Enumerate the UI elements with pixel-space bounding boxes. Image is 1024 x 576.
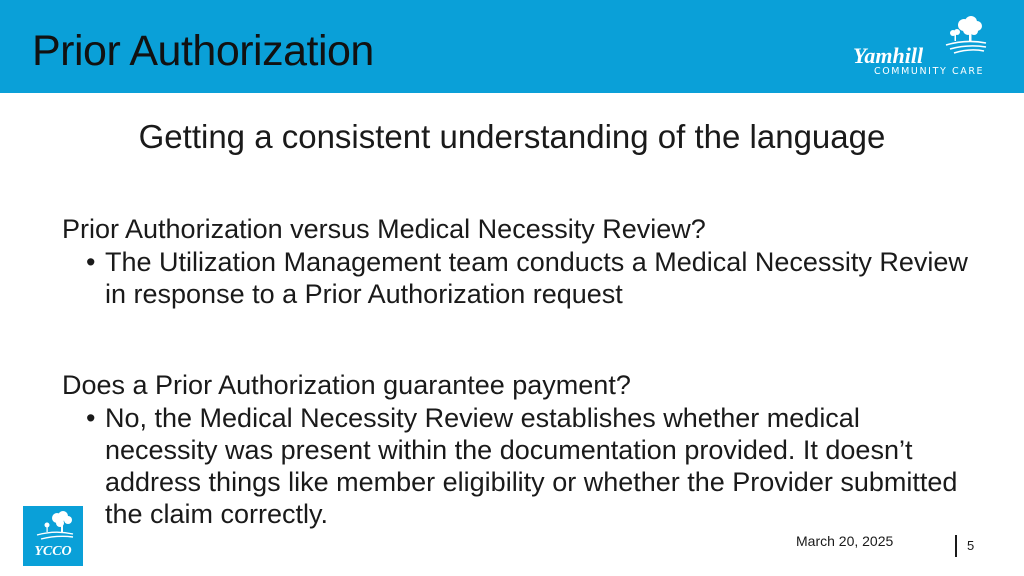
ycco-badge [23,506,83,566]
badge-label: YCCO [34,544,72,559]
logo-name: Yamhill [853,43,924,68]
logo-subtitle: COMMUNITY CARE [874,66,985,77]
section-2 [62,368,972,530]
bullet-2 [62,402,972,530]
slide-subtitle: Getting a consistent understanding of the language [138,118,886,155]
bullet-dot: • [86,247,96,277]
yamhill-logo [850,14,990,84]
bullet-1 [62,246,972,310]
header-bar [0,0,1024,93]
bullet-dot: • [86,403,96,433]
section-1 [62,212,972,310]
bullet-1-text: The Utilization Management team conducts a Medical Necessity Review in response to a Prior Authorization request [105,247,968,309]
tree-icon [23,506,83,546]
slide-title: Prior Authorization [32,27,374,75]
question-2: Does a Prior Authorization guarantee payment? [62,370,631,400]
footer-date: March 20, 2025 [796,533,894,549]
bullet-2-text: No, the Medical Necessity Review establishes whether medical necessity was present within the documentation provided. It doesn’t address things like member eligibility or whether the Provider submitted the claim correctly. [105,403,958,529]
footer-divider [955,535,957,557]
question-1: Prior Authorization versus Medical Necessity Review? [62,214,706,244]
page-number: 5 [967,538,975,553]
